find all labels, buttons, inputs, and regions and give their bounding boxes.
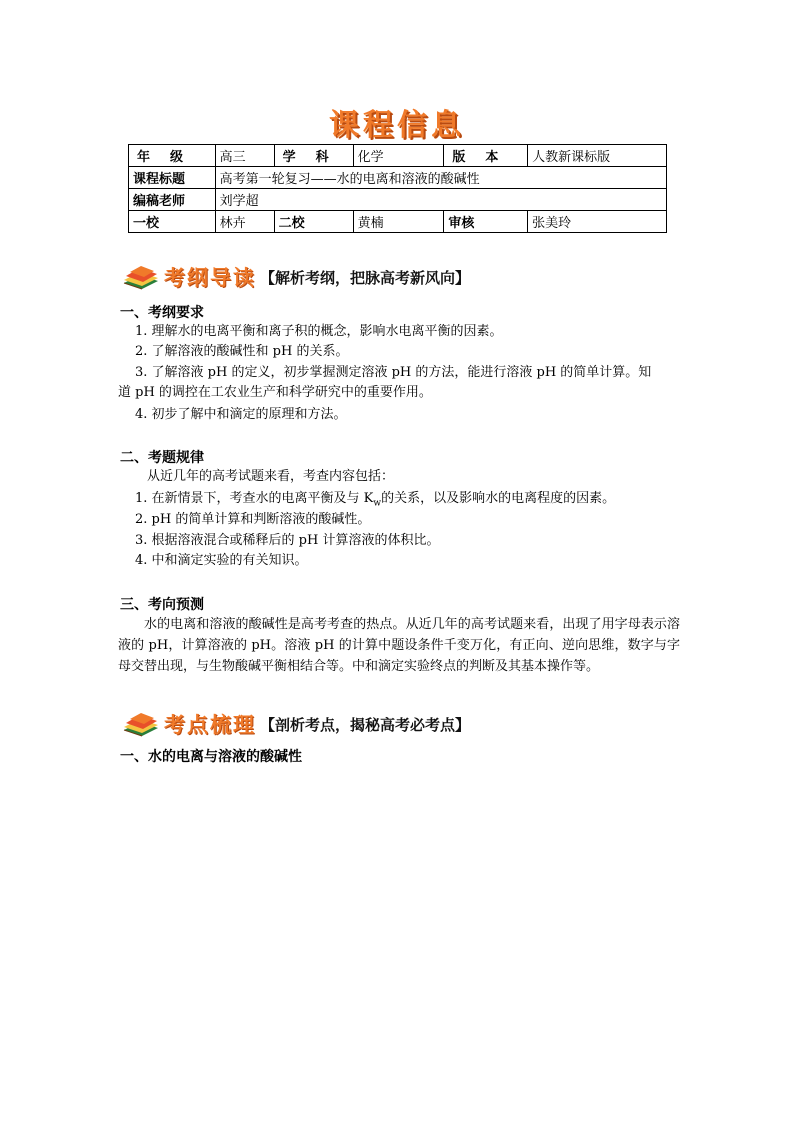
- list-item: 4. 中和滴定实验的有关知识。: [135, 553, 308, 568]
- book-stack-icon: [120, 710, 160, 738]
- section-heading-water-ionization: 一、水的电离与溶液的酸碱性: [120, 749, 302, 765]
- list-item: 2. 了解溶液的酸碱性和 pH 的关系。: [135, 344, 349, 359]
- book-stack-icon: [120, 263, 160, 291]
- section-heading-forecast: 三、考向预测: [120, 597, 204, 613]
- table-row: [129, 167, 667, 189]
- table-row: [129, 211, 667, 233]
- exam-outline-banner: [120, 262, 470, 292]
- list-item: 3. 根据溶液混合或稀释后的 pH 计算溶液的体积比。: [135, 533, 440, 548]
- proof2-value: 黄楠: [353, 211, 444, 233]
- table-row: [129, 145, 667, 167]
- teacher-value: 刘学超: [215, 189, 666, 211]
- proof1-label: 一校: [129, 211, 216, 233]
- banner-title: 考点梳理: [164, 713, 256, 737]
- list-item: 2. pH 的简单计算和判断溶液的酸碱性。: [135, 512, 371, 527]
- list-item-text: 的关系，以及影响水的电离程度的因素。: [381, 491, 616, 506]
- subject-value: 化学: [353, 145, 444, 167]
- edition-label: 版本: [444, 145, 528, 167]
- banner-title: 考纲导读: [164, 266, 256, 290]
- subject-label: 学科: [274, 145, 353, 167]
- section-heading-patterns: 二、考题规律: [120, 450, 204, 466]
- grade-label: 年级: [129, 145, 216, 167]
- teacher-label: 编稿老师: [129, 189, 216, 211]
- list-item: 1. 理解水的电离平衡和离子积的概念，影响水电离平衡的因素。: [135, 324, 503, 339]
- section-heading-syllabus: 一、考纲要求: [120, 305, 204, 321]
- table-row: [129, 189, 667, 211]
- page-title: 课程信息: [329, 108, 465, 143]
- list-item-continuation: 道 pH 的调控在工农业生产和科学研究中的重要作用。: [118, 385, 432, 400]
- course-info-table: [128, 144, 667, 233]
- grade-value: 高三: [215, 145, 274, 167]
- banner-subtitle: 【剖析考点，揭秘高考必考点】: [260, 715, 471, 734]
- course-title-value: 高考第一轮复习——水的电离和溶液的酸碱性: [215, 167, 666, 189]
- section-intro: 从近几年的高考试题来看，考查内容包括：: [147, 469, 395, 484]
- proof2-label: 二校: [274, 211, 353, 233]
- forecast-paragraph: 水的电离和溶液的酸碱性是高考考查的热点。从近几年的高考试题来看，出现了用字母表示溶液的 pH，计算溶液的 pH。溶液 pH 的计算中题设条件千变万化，有正向、逆向思维，数字与字母交替出现，与生物酸碱平衡相结合等。中和滴定实验终点的判断及其基本操作等。: [118, 617, 680, 674]
- course-title-label: 课程标题: [129, 167, 216, 189]
- list-item: 3. 了解溶液 pH 的定义，初步掌握测定溶液 pH 的方法，能进行溶液 pH 的简单计算。知: [135, 365, 652, 380]
- review-label: 审核: [444, 211, 528, 233]
- banner-subtitle: 【解析考纲，把脉高考新风向】: [260, 268, 471, 287]
- edition-value: 人教新课标版: [528, 145, 667, 167]
- review-value: 张美玲: [528, 211, 667, 233]
- exam-points-banner: [120, 709, 470, 739]
- list-item: 4. 初步了解中和滴定的原理和方法。: [135, 407, 347, 422]
- proof1-value: 林卉: [215, 211, 274, 233]
- list-item-text: 1. 在新情景下，考查水的电离平衡及与 K: [135, 491, 374, 506]
- kw-subscript: w: [373, 498, 382, 509]
